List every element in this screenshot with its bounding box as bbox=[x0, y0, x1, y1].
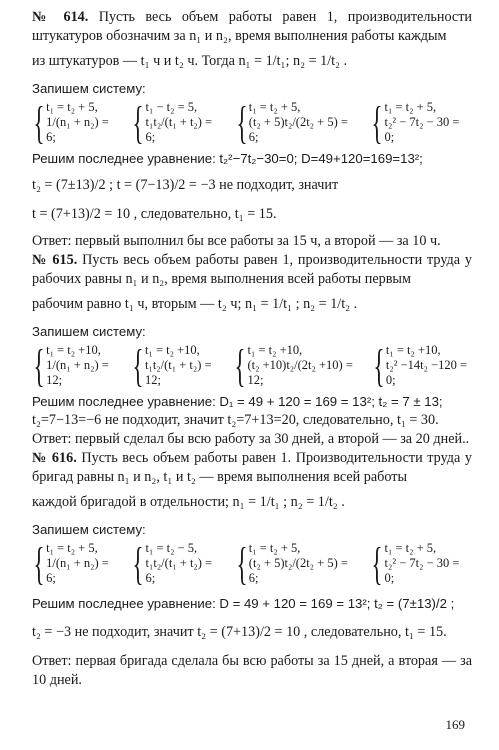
page-number: 169 bbox=[445, 717, 465, 732]
problem-616-system bbox=[32, 537, 472, 589]
problem-614-system bbox=[32, 96, 472, 148]
problem-615-text bbox=[32, 251, 472, 289]
problem-614-text bbox=[32, 8, 472, 46]
problem-614-final: t = (7+13)/2 = 10 , следовательно, t₁ = 15. bbox=[32, 206, 277, 222]
problem-614-roots: t₂ = (7±13)/2 ; t = (7−13)/2 = −3 не подходит, значит bbox=[32, 177, 339, 193]
problem-614-answer: Ответ: первый выполнил бы все работы за 15 ч, а второй — за 10 ч. bbox=[32, 233, 441, 249]
system-step: { t₁ = t₂ +10, (t₂ +10)t₂/(2t₂ +10) = 12; bbox=[234, 339, 353, 391]
problem-616-intro: Пусть весь объем работы равен 1. Производительности труда у бригад равны n₁ и n₂, t₁ и t₂ — время выполнения всей работы bbox=[32, 450, 472, 485]
system-step: { t₁ = t₂ + 5, (t₂ + 5)t₂/(2t₂ + 5) = 6; bbox=[236, 537, 348, 589]
system-step: { t₁ = t₂ + 5, t₂² − 7t₂ − 30 = 0; bbox=[371, 537, 460, 589]
system-step: { t₁ = t₂ +10, t₁t₂/(t₁ + t₂) = 12; bbox=[132, 339, 212, 391]
problem-614-number: № 614. bbox=[32, 9, 89, 25]
problem-615-number: № 615. bbox=[32, 252, 78, 268]
problem-616-solve: Решим последнее уравнение: D = 49 + 120 = 169 = 13²; t₂ = (7±13)/2 ; bbox=[32, 596, 455, 611]
problem-615-line2: рабочим равно t₁ ч, вторым — t₂ ч; n₁ = 1/t₁ ; n₂ = 1/t₂ . bbox=[32, 296, 358, 312]
problem-615-intro: Пусть весь объем работы равен 1, производительности труда у рабочих равны n₁ и n₂, время выполнения всей работы первым bbox=[32, 252, 472, 287]
problem-615-solve: Решим последнее уравнение: D₁ = 49 + 120 = 169 = 13²; t₂ = 7 ± 13; bbox=[32, 394, 443, 409]
problem-614-intro: Пусть весь объем работы равен 1, производительности штукатуров обозначим за n₁ и n₂, время выполнения работы каждым bbox=[32, 9, 472, 44]
problem-614-solve: Решим последнее уравнение: t₂²−7t₂−30=0; D=49+120=169=13²; bbox=[32, 151, 423, 166]
problem-615-system-label: Запишем систему: bbox=[32, 324, 146, 339]
problem-614-line2: из штукатуров — t₁ ч и t₂ ч. Тогда n₁ = 1/t₁; n₂ = 1/t₂ . bbox=[32, 53, 348, 69]
problem-615-roots: t₂=7−13=−6 не подходит, значит t₂=7+13=20, следовательно, t₁ = 30. bbox=[32, 412, 439, 428]
system-step: { t₁ = t₂ + 5, (t₂ + 5)t₂/(2t₂ + 5) = 6; bbox=[236, 96, 348, 148]
problem-615-answer: Ответ: первый сделал бы всю работу за 30 дней, а второй — за 20 дней.. bbox=[32, 431, 470, 447]
system-step: { t₁ = t₂ +10, t₂² −14t₂ −120 = 0; bbox=[373, 339, 468, 391]
problem-616-answer: Ответ: первая бригада сделала бы всю работы за 15 дней, а вторая — за 10 дней. bbox=[32, 653, 472, 688]
system-step: { t₁ − t₂ = 5, t₁t₂/(t₁ + t₂) = 6; bbox=[132, 96, 213, 148]
problem-615-system bbox=[32, 339, 472, 391]
problem-614-system-label: Запишем систему: bbox=[32, 81, 146, 96]
system-step: { t₁ = t₂ − 5, t₁t₂/(t₁ + t₂) = 6; bbox=[132, 537, 213, 589]
problem-616-number: № 616. bbox=[32, 450, 77, 466]
system-step: { t₁ = t₂ + 5, 1/(n₁ + n₂) = 6; bbox=[33, 96, 109, 148]
problem-616-system-label: Запишем систему: bbox=[32, 522, 146, 537]
system-step: { t₁ = t₂ + 5, t₂² − 7t₂ − 30 = 0; bbox=[371, 96, 460, 148]
system-step: { t₁ = t₂ +10, 1/(n₁ + n₂) = 12; bbox=[33, 339, 109, 391]
problem-616-line2: каждой бригадой в отдельности; n₁ = 1/t₁ ; n₂ = 1/t₂ . bbox=[32, 494, 345, 510]
page-content bbox=[32, 6, 472, 690]
system-step: { t₁ = t₂ + 5, 1/(n₁ + n₂) = 6; bbox=[33, 537, 109, 589]
problem-616-text bbox=[32, 449, 472, 487]
problem-616-roots: t₂ = −3 не подходит, значит t₂ = (7+13)/2 = 10 , следовательно, t₁ = 15. bbox=[32, 624, 447, 640]
